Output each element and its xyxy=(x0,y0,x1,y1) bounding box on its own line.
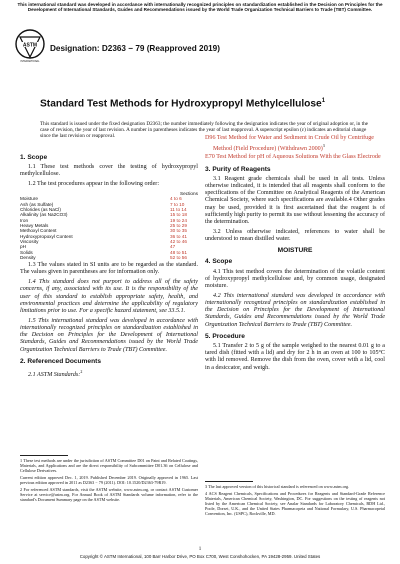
e70-link[interactable]: E70 xyxy=(205,154,215,161)
para-1-5: 1.5 This international standard was developed in accordance with internationally recognized principles on standardization established in the Decision on Principles for the Development of International Standards, Guides and Recommendations issued by the World Trade Organization Technical Barriers to Trade (TBT) Committee. xyxy=(20,317,198,353)
para-2-1 xyxy=(20,368,198,379)
title-footnote-marker: 1 xyxy=(321,98,326,104)
moisture-heading: MOISTURE xyxy=(277,247,313,255)
designation: Designation: D2363 − 79 (Reapproved 2019) xyxy=(50,44,220,53)
sections-table xyxy=(20,191,198,260)
footnote-3-marker: 3 xyxy=(322,143,325,149)
copyright-footer: Copyright © ASTM International, 100 Barr Harbor Drive, PO Box C700, West Conshohocken, PA 19428-2959. United States xyxy=(79,554,321,559)
row-sections[interactable]: 15 to 18 xyxy=(170,212,187,218)
right-column xyxy=(205,135,385,374)
footnote-divider xyxy=(205,481,253,482)
top-notice: This international standard was developed in accordance with internationally recognized principles on standardization established in the Decision on Principles for the Development of International Standards, Guides and Recommendations issued by the World Trade Organization Technical Barriers to Trade (TBT) Committee. xyxy=(17,2,383,13)
row-name: Methoxyl Content xyxy=(20,228,57,234)
row-name: Ash (as Sulfate) xyxy=(20,201,54,207)
para-1-1: 1.1 These test methods cover the testing of hydroxypropyl methylcellulose. xyxy=(20,164,198,178)
title-line: Standard Test Methods for Hydroxypropyl Methylcellulose xyxy=(40,98,322,110)
row-name: Solids xyxy=(20,249,33,255)
row-sections[interactable]: 42 to 46 xyxy=(170,238,187,244)
para-1-3: 1.3 The values stated in SI units are to be regarded as the standard. The values given in parentheses are for information only. xyxy=(20,262,198,276)
standard-note: This standard is issued under the fixed designation D2363; the number immediately following the designation indicates the year of original adoption or, in the case of revision, the year of last revision. A number in parentheses indicates the year of last reapproval. A superscript epsilon (ε) indicates an editorial change since the last revision or reapproval. xyxy=(40,121,368,140)
para-1-4: 1.4 This standard does not purport to address all of the safety concerns, if any, associated with its use. It is the responsibility of the user of this standard to establish appropriate safety, health, and environmental practices and determine the applicability of regulatory limitations prior to use. For a specific hazard statement, see 33.5.1. xyxy=(20,279,198,314)
row-sections[interactable]: 48 to 51 xyxy=(170,249,187,255)
table-row xyxy=(20,255,198,260)
footnote-divider xyxy=(20,455,68,456)
footnote-1b: Current edition approved Dec. 1, 2019. Published December 2019. Originally approved in 1965. Last previous edition approved in 2011 as D2363 − 79 (2011). DOI: 10.1520/D2363-79R19. xyxy=(20,475,198,485)
para-1-2: 1.2 The test procedures appear in the following order: xyxy=(28,181,160,188)
purity-heading: 3. Purity of Reagents xyxy=(205,165,271,173)
reference-e70 xyxy=(205,154,385,161)
astm-logo-icon xyxy=(14,27,46,63)
row-name: Moisture xyxy=(20,196,38,202)
row-name: Iron xyxy=(20,217,29,223)
astm-standards-label: 2.1 ASTM Standards: xyxy=(28,371,81,378)
row-sections[interactable]: 30 to 35 xyxy=(170,228,187,234)
footnote-4: 4 ACS Reagent Chemicals, Specifications and Procedures for Reagents and Standard-Grade Reference Materials, American Chemical Society, Washington, DC. For suggestions on the testing of reagents not listed by the American Chemical Society, see Analar Standards for Laboratory Chemicals, BDH Ltd., Poole, Dorset, U.K., and the United States Pharmacopeia and National Formulary, U.S. Pharmacopeial Convention, Inc. (USPC), Rockville, MD. xyxy=(205,491,385,516)
para-4-1: 4.1 This test method covers the determination of the volatile content of hydroxypropyl methylcellulose and, by common usage, designated moisture. xyxy=(205,268,385,289)
para-3-2: 3.2 Unless otherwise indicated, references to water shall be understood to mean distilled water. xyxy=(205,228,385,242)
para-5-1: 5.1 Transfer 2 to 5 g of the sample weighed to the nearest 0.01 g to a tared dish (fitted with a lid) and dry for 2 h in an oven at 100 to 105°C with lid removed. Remove the dish from the oven, cover with a lid, cool in a desiccator, and weigh. xyxy=(205,342,385,371)
row-sections[interactable]: 19 to 24 xyxy=(170,217,187,223)
row-sections[interactable]: 4 to 6 xyxy=(170,196,182,202)
page-number: 1 xyxy=(198,547,202,552)
row-name: Density xyxy=(20,254,36,260)
footnotes-right xyxy=(205,478,385,518)
row-sections[interactable]: 25 to 29 xyxy=(170,222,187,228)
referenced-heading: 2. Referenced Documents xyxy=(20,357,101,365)
footnote-3: 3 The last approved version of this historical standard is referenced on www.astm.org. xyxy=(205,484,350,489)
row-name: Hydroxypropoxyl Content xyxy=(20,233,73,239)
row-name: Alkalinity (as Na2CO3) xyxy=(20,212,68,218)
svg-text:ASTM: ASTM xyxy=(22,42,38,49)
footnotes-left xyxy=(20,452,198,504)
procedure-heading: 5. Procedure xyxy=(205,332,245,340)
left-column xyxy=(20,150,198,382)
reference-d96 xyxy=(205,135,385,153)
scope-heading: 1. Scope xyxy=(20,154,48,161)
row-name: Chlorides (as NaCl) xyxy=(20,206,61,212)
svg-text:INTERNATIONAL: INTERNATIONAL xyxy=(20,60,40,63)
moisture-scope-heading: 4. Scope xyxy=(205,258,233,266)
row-sections[interactable]: 52 to 56 xyxy=(170,254,187,260)
footnote-2: 2 For referenced ASTM standards, visit the ASTM website, www.astm.org, or contact ASTM Customer Service at service@astm.org. For Annual Book of ASTM Standards volume information, refer to the standard's Document Summary page on the ASTM website. xyxy=(20,487,198,502)
page-title xyxy=(40,95,325,110)
row-name: Heavy Metals xyxy=(20,222,49,228)
para-4-2: 4.2 This international standard was developed in accordance with internationally recognized principles on standardization established in the Decision on Principles for the Development of International Standards, Guides and Recommendations issued by the World Trade Organization Technical Barriers to Trade (TBT) Committee. xyxy=(205,292,385,328)
footnote-2-marker: 2 xyxy=(80,368,83,374)
row-sections[interactable]: 47 xyxy=(170,244,176,250)
para-3-1: 3.1 Reagent grade chemicals shall be used in all tests. Unless otherwise indicated, it is intended that all reagents shall conform to the specifications of the Committee on Analytical Reagents of the American Chemical Society, where such specifications are available.4 Other grades may be used, provided it is first ascertained that the reagent is of sufficiently high purity to permit its use without lessening the accuracy of the determination. xyxy=(205,175,385,226)
e70-title[interactable]: Test Method for pH of Aqueous Solutions With the Glass Electrode xyxy=(216,154,381,161)
sections-label: Sections xyxy=(180,190,198,196)
row-name: pH xyxy=(20,244,26,250)
row-sections[interactable]: 36 to 41 xyxy=(170,233,187,239)
row-sections[interactable]: 7 to 10 xyxy=(170,201,185,207)
d96-title[interactable]: Test Method for Water and Sediment in Crude Oil by Centrifuge Method (Field Procedure) (Withdrawn 2000) xyxy=(213,135,374,153)
row-sections[interactable]: 11 to 14 xyxy=(170,206,187,212)
footnote-1: 1 These test methods are under the jurisdiction of ASTM Committee D01 on Paint and Related Coatings, Materials, and Applications and are the direct responsibility of Subcommittee D01.36 on Cellulose and Cellulose Derivatives. xyxy=(20,458,198,473)
row-name: Viscosity xyxy=(20,238,39,244)
d96-link[interactable]: D96 xyxy=(205,135,216,141)
